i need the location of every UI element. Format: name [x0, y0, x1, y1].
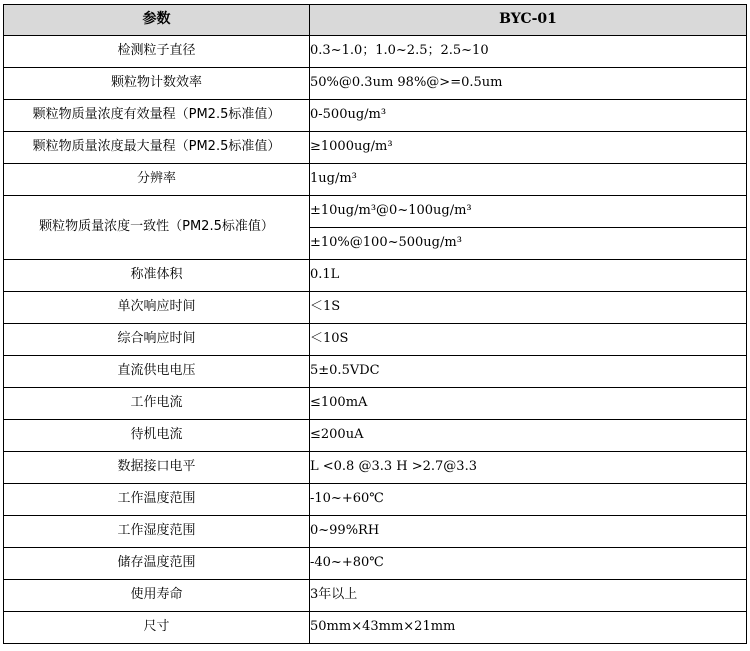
- row-param: 单次响应时间: [4, 292, 310, 324]
- row-value: 0.3~1.0；1.0~2.5；2.5~10: [310, 36, 747, 68]
- row-param: 数据接口电平: [4, 452, 310, 484]
- row-value: 0.1L: [310, 260, 747, 292]
- table-row: [4, 36, 747, 68]
- row-value: ±10ug/m³@0~100ug/m³: [310, 196, 747, 228]
- table-row: [4, 548, 747, 580]
- row-param: 工作电流: [4, 388, 310, 420]
- table-row: [4, 484, 747, 516]
- row-param: 待机电流: [4, 420, 310, 452]
- row-value: -10~+60℃: [310, 484, 747, 516]
- row-param: 颗粒物质量浓度最大量程（PM2.5标准值）: [4, 132, 310, 164]
- header-model: BYC-01: [310, 5, 747, 36]
- row-param: 工作湿度范围: [4, 516, 310, 548]
- header-param: 参数: [4, 5, 310, 36]
- row-value: 5±0.5VDC: [310, 356, 747, 388]
- row-param: 颗粒物质量浓度一致性（PM2.5标准值）: [4, 196, 310, 260]
- row-value: 3年以上: [310, 580, 747, 612]
- table-row: [4, 516, 747, 548]
- table-row: [4, 196, 747, 228]
- row-value: ＜10S: [310, 324, 747, 356]
- row-value-2: ±10%@100~500ug/m³: [310, 228, 747, 260]
- row-param: 颗粒物计数效率: [4, 68, 310, 100]
- row-param: 使用寿命: [4, 580, 310, 612]
- row-value: ≤100mA: [310, 388, 747, 420]
- table-row: [4, 132, 747, 164]
- row-value: 50%@0.3um 98%@>=0.5um: [310, 68, 747, 100]
- table-row: [4, 292, 747, 324]
- table-header-row: [4, 5, 747, 36]
- spec-table: [3, 4, 747, 644]
- row-param: 尺寸: [4, 612, 310, 644]
- table-row: [4, 580, 747, 612]
- row-value: 1ug/m³: [310, 164, 747, 196]
- row-value: -40~+80℃: [310, 548, 747, 580]
- row-param: 检测粒子直径: [4, 36, 310, 68]
- row-value: 0-500ug/m³: [310, 100, 747, 132]
- table-row: [4, 100, 747, 132]
- table-row: [4, 324, 747, 356]
- table-row: [4, 612, 747, 644]
- row-param: 直流供电电压: [4, 356, 310, 388]
- row-param: 颗粒物质量浓度有效量程（PM2.5标准值）: [4, 100, 310, 132]
- row-value: 0~99%RH: [310, 516, 747, 548]
- row-value: ≤200uA: [310, 420, 747, 452]
- table-row: [4, 356, 747, 388]
- table-row: [4, 452, 747, 484]
- row-value: L <0.8 @3.3 H >2.7@3.3: [310, 452, 747, 484]
- row-value: ≥1000ug/m³: [310, 132, 747, 164]
- table-row: [4, 420, 747, 452]
- row-param: 工作温度范围: [4, 484, 310, 516]
- row-value: ＜1S: [310, 292, 747, 324]
- row-param: 分辨率: [4, 164, 310, 196]
- row-param: 称准体积: [4, 260, 310, 292]
- row-param: 综合响应时间: [4, 324, 310, 356]
- row-param: 储存温度范围: [4, 548, 310, 580]
- row-value: 50mm×43mm×21mm: [310, 612, 747, 644]
- table-row: [4, 260, 747, 292]
- table-row: [4, 388, 747, 420]
- table-row: [4, 68, 747, 100]
- table-row: [4, 164, 747, 196]
